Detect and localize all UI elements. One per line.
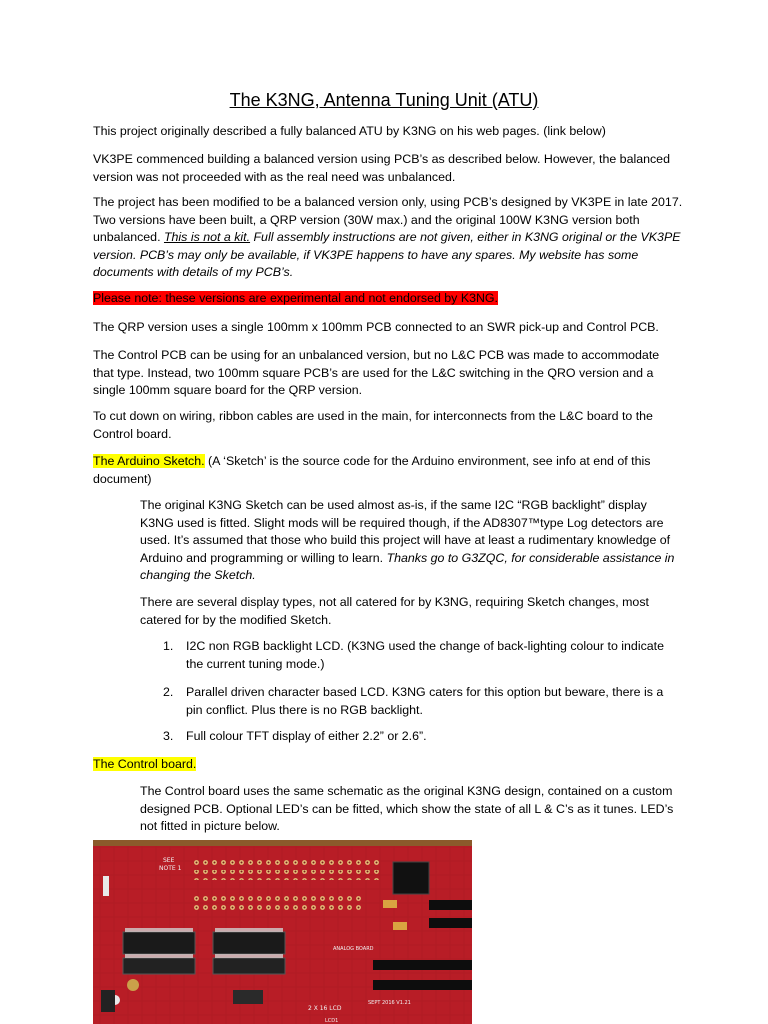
ic-chip [213,958,285,974]
control-board-photo [93,840,472,1024]
paragraph-display-types: There are several display types, not all catered for by K3NG, requiring Sketch changes, most catered for by the modified Sketch. [140,595,649,627]
silk-date: SEPT 2016 V1.21 [368,1000,411,1006]
pcb-illustration [93,840,472,1024]
ic-chip [213,932,285,954]
ic-chip [123,958,195,974]
not-a-kit-text: This is not a kit. [163,230,251,244]
paragraph-wiring: To cut down on wiring, ribbon cables are used in the main, for interconnects from the L&C board to the Control board. [93,409,653,441]
control-board-heading: The Control board. [93,757,197,771]
paragraph-qrp: The QRP version uses a single 100mm x 100mm PCB connected to an SWR pick-up and Control PCB. [93,320,659,334]
header-strip [373,980,472,990]
ic-chip [123,932,195,954]
paragraph-vk3pe: VK3PE commenced building a balanced version using PCB’s as described below. However, the balanced version was not proceeded with as the real need was unbalanced. [93,152,670,184]
sketch-heading: The Arduino Sketch. [93,454,205,468]
list-number: 2. [163,685,174,699]
silk-see: SEE [163,857,175,864]
silk-lcd1: LCD1 [325,1018,339,1024]
header-strip [429,918,472,928]
list-number: 1. [163,639,174,653]
project-text-a: The project has been modified to be a balanced version only, using PCB’s designed by VK3PE in late 2017. Two versions have been built, a QRP version (30W max.) and the original 100W K3NG version both unbalanced. [93,195,683,244]
project-text-c: Full assembly instructions are not given, either in K3NG original or the VK3PE version. PCB’s may only be available, if VK3PE happens to have any spares. My website has some documents with details of my PCB’s. [93,230,681,279]
paragraph-control-board: The Control board uses the same schematic as the original K3NG design, contained on a custom designed PCB. Optional LED’s can be fitted, which show the state of all L & C’s as it tunes. LED’s not fitted in picture below. [140,784,674,833]
paragraph-control-pcb: The Control PCB can be using for an unbalanced version, but no L&C PCB was made to accommodate that type. Instead, two 100mm square PCB’s are used for the L&C switching in the QRO version and a single 100mm square board for the QRP version. [93,348,660,397]
list-number: 3. [163,729,174,743]
list-item-1: I2C non RGB backlight LCD. (K3NG used the change of back-lighting colour to indicate the current tuning mode.) [186,639,664,671]
thanks-text: Thanks go to G3ZQC, for considerable assistance in changing the Sketch. [140,550,675,582]
document-title: The K3NG, Antenna Tuning Unit (ATU) [229,90,539,110]
silk-analog: ANALOG BOARD [333,946,374,952]
ic-chip [393,862,429,894]
silk-lcd: 2 X 16 LCD [308,1005,342,1012]
paragraph-note [93,290,683,308]
paragraph-control-heading [93,756,683,774]
paragraph-sketch [93,453,683,488]
sketch-intro: (A ‘Sketch’ is the source code for the Arduino environment, see info at end of this document) [93,454,651,486]
header-strip [429,900,472,910]
list-item-2: Parallel driven character based LCD. K3NG caters for this option but beware, there is a pin conflict. Plus there is no RGB backlight. [186,685,664,717]
paragraph-original-sketch [140,497,683,585]
experimental-note: Please note: these versions are experimental and not endorsed by K3NG. [93,291,499,305]
paragraph-project [93,194,683,282]
paragraph-intro: This project originally described a fully balanced ATU by K3NG on his web pages. (link below) [93,124,606,138]
header-strip [373,960,472,970]
original-sketch-text: The original K3NG Sketch can be used almost as-is, if the same I2C “RGB backlight” display K3NG used is fitted. Slight mods will be required though, if the AD8307™type Log detectors are used. It’s assumed that those who build this project will have at least a rudimentary knowledge of Arduino and programming or willing to learn. [140,498,671,565]
silk-note: NOTE 1 [159,865,182,872]
list-item-3: Full colour TFT display of either 2.2” or 2.6”. [186,729,427,743]
